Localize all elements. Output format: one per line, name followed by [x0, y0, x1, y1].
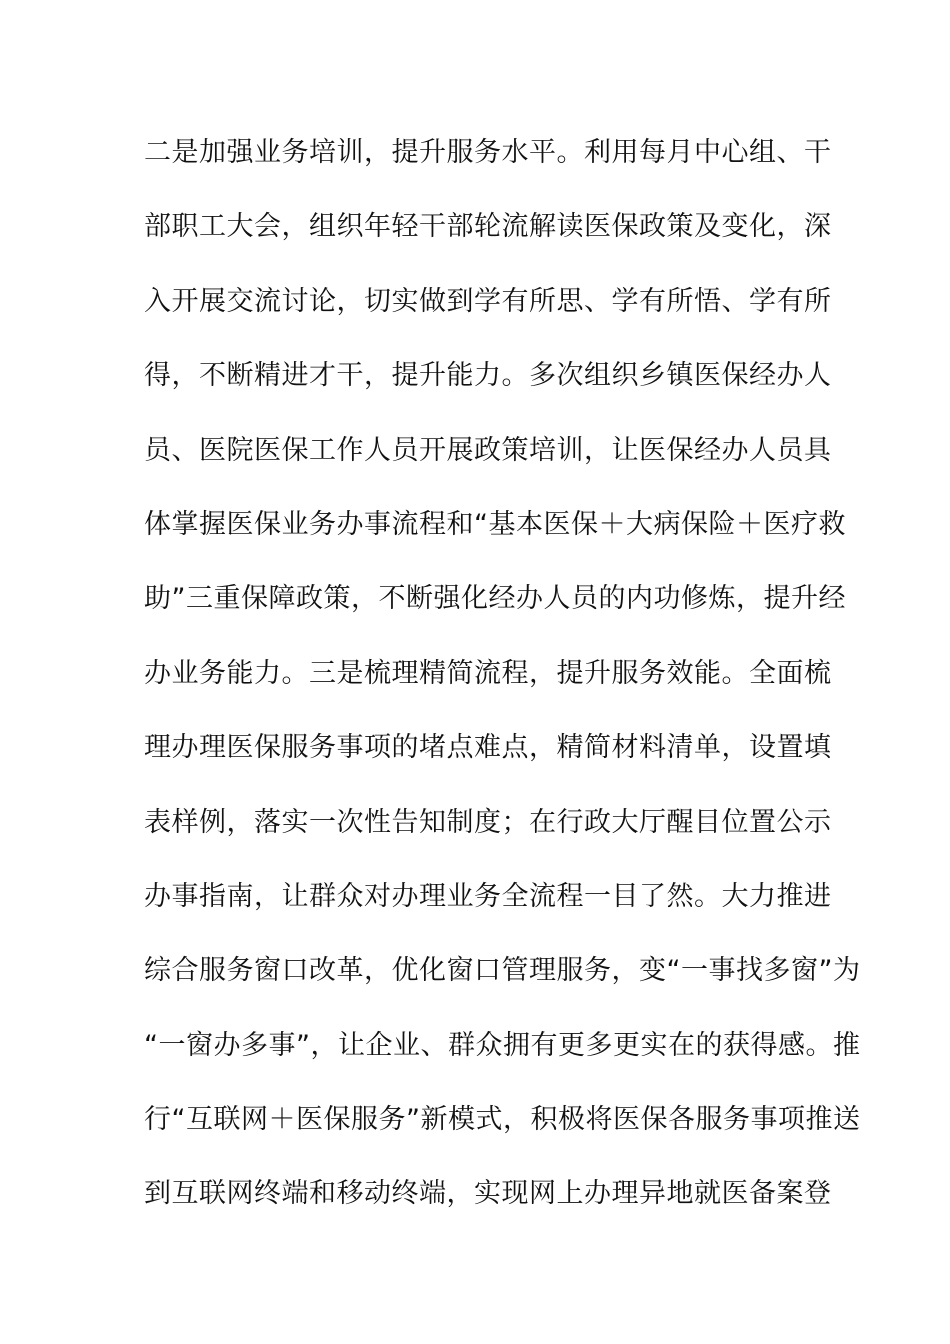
- text-line: 行“互联网＋医保服务”新模式，积极将医保各服务事项推送: [144, 1104, 861, 1136]
- text-line: 办业务能力。三是梳理精简流程，提升服务效能。全面梳: [144, 657, 832, 689]
- text-line: 二是加强业务培训，提升服务水平。利用每月中心组、干: [144, 137, 832, 168]
- text-line: 到互联网终端和移动终端，实现网上办理异地就医备案登: [144, 1178, 832, 1210]
- text-line: “一窗办多事”，让企业、群众拥有更多更实在的获得感。推: [144, 1029, 861, 1061]
- text-line: 办事指南，让群众对办理业务全流程一目了然。大力推进: [144, 880, 832, 912]
- text-line: 理办理医保服务事项的堵点难点，精简材料清单，设置填: [144, 732, 832, 764]
- text-line: 员、医院医保工作人员开展政策培训，让医保经办人员具: [144, 434, 832, 466]
- body-paragraph: [144, 130, 861, 1246]
- text-line: 助”三重保障政策，不断强化经办人员的内功修炼，提升经: [144, 583, 846, 615]
- text-line: 表样例，落实一次性告知制度；在行政大厅醒目位置公示: [144, 806, 832, 838]
- text-line: 部职工大会，组织年轻干部轮流解读医保政策及变化，深: [144, 211, 832, 243]
- text-line: 入开展交流讨论，切实做到学有所思、学有所悟、学有所: [144, 285, 832, 317]
- text-line: 得，不断精进才干，提升能力。多次组织乡镇医保经办人: [144, 360, 832, 392]
- text-line: 综合服务窗口改革，优化窗口管理服务，变“一事找多窗”为: [144, 955, 861, 987]
- text-line: 体掌握医保业务办事流程和“基本医保＋大病保险＋医疗救: [144, 508, 846, 540]
